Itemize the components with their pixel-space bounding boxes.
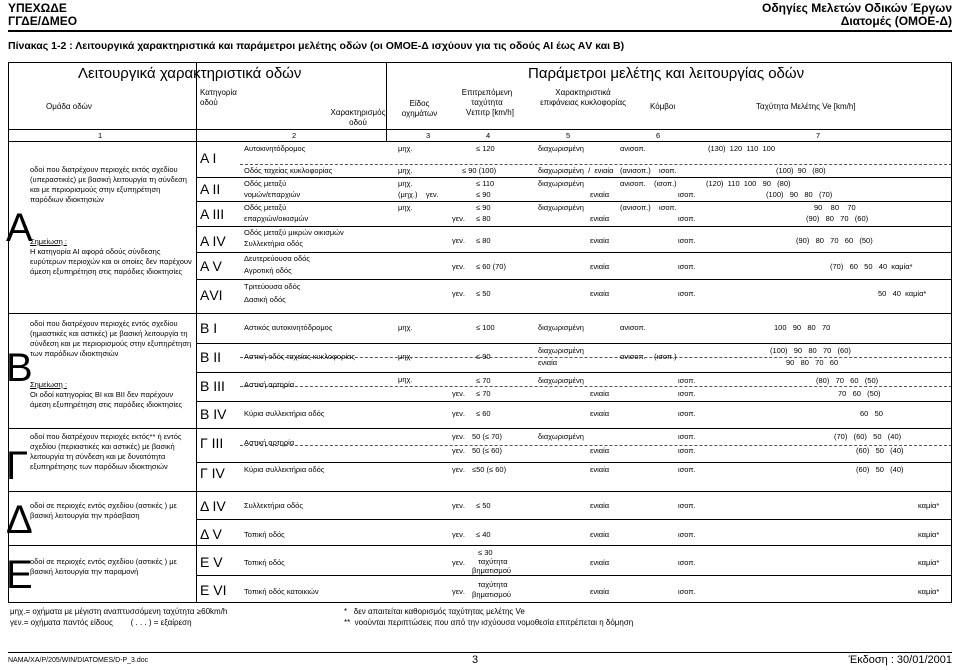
row-b2-nodes: ανισοπ. (ισοπ.)	[620, 352, 677, 361]
doc-title-line2: Διατομές (ΟΜΟΕ-Δ)	[840, 14, 952, 28]
row-b2-surf1: διαχωρισμένη	[538, 346, 584, 355]
row-b1-nodes: ανισοπ.	[620, 323, 646, 332]
section-title-parameters: Παράμετροι μελέτης και λειτουργίας οδών	[528, 65, 805, 82]
row-g2-char: Κύρια συλλεκτήρια οδός	[244, 465, 325, 474]
row-a2-veh: μηχ.	[398, 179, 413, 188]
row-e1-veh: γεν.	[452, 558, 465, 567]
group-b-desc: οδοί που διατρέχουν περιοχές εντός σχεδίου (ημιαστικές και αστικές) με βασική λειτουργία τη σύνδεση και με περιορισμούς στην εξυπηρέτηση των παρόδιων ιδιοκτησιών	[30, 319, 192, 358]
row-g1-char: Αστική αρτηρία	[244, 438, 295, 447]
col-num-2: 2	[292, 131, 297, 140]
col-group: Ομάδα οδών	[46, 102, 92, 111]
row-a5-surf: ενιαία	[590, 262, 610, 271]
row-g1-nodes2: ισοπ.	[678, 446, 696, 455]
row-a6-nodes: ισοπ.	[678, 289, 696, 298]
group-b-note: Οι οδοί κατηγορίας ΒΙ και ΒΙΙ δεν παρέχουν άμεση εξυπηρέτηση στις παρόδιες ιδιοκτησίες	[30, 390, 183, 409]
row-g1-veh2: γεν.	[452, 446, 465, 455]
section-title-functional: Λειτουργικά χαρακτηριστικά οδών	[78, 65, 302, 82]
row-a2b-speed: ≤ 90	[476, 190, 491, 199]
row-e2-veh: γεν.	[452, 587, 465, 596]
row-a1b-ve: (100) 90 (80)	[776, 166, 826, 175]
row-d1-char: Συλλεκτήρια οδός	[244, 501, 303, 510]
row-a2-surf: διαχωρισμένη	[538, 179, 584, 188]
doc-title-line1: Οδηγίες Μελετών Οδικών Έργων	[762, 1, 952, 15]
row-b1-veh: μηχ.	[398, 323, 413, 332]
row-a3b-nodes: ισοπ.	[678, 214, 696, 223]
row-d1-surf: ενιαία	[590, 501, 610, 510]
row-b3-ve1: (80) 70 60 (50)	[816, 376, 879, 385]
category-g-iv: Γ ΙV	[200, 465, 225, 481]
table-caption: Πίνακας 1-2 : Λειτουργικά χαρακτηριστικά και παράμετροι μελέτης οδών (οι ΟΜΟΕ-Δ ισχύουν για τις οδούς ΑΙ έως ΑV και Β)	[8, 40, 625, 52]
row-a6-ve: 50 40 καμία*	[878, 289, 927, 298]
row-b3-veh1: μηχ.	[398, 375, 413, 384]
row-b3-nodes1: ισοπ.	[678, 376, 696, 385]
footer-path: NAMA/XA/P/205/WIN/DIATOMES/D-P_3.doc	[8, 657, 149, 664]
row-a4-veh: γεν.	[452, 236, 465, 245]
row-b4-speed: ≤ 60	[476, 409, 491, 418]
row-a3b-veh: γεν.	[452, 214, 465, 223]
row-a3-ve: 90 80 70	[814, 203, 856, 212]
row-b3-char: Αστική αρτηρία	[244, 380, 295, 389]
row-d2-veh: γεν.	[452, 530, 465, 539]
category-b-ii: Β ΙΙ	[200, 349, 222, 365]
row-g1-surf2: ενιαία	[590, 446, 610, 455]
col-num-3: 3	[426, 131, 431, 140]
row-d2-ve: καμία*	[918, 530, 940, 539]
col-num-4: 4	[486, 131, 491, 140]
row-e1-surf: ενιαία	[590, 558, 610, 567]
row-a5-ve: (70) 60 50 40 καμία*	[830, 262, 913, 271]
row-b2-surf2: ενιαία	[538, 358, 558, 367]
category-a-ii: Α ΙΙ	[200, 181, 221, 197]
row-a4-nodes: ισοπ.	[678, 236, 696, 245]
row-b1-speed: ≤ 100	[476, 323, 495, 332]
row-a2b-surf: ενιαία	[590, 190, 610, 199]
row-e1-nodes: ισοπ.	[678, 558, 696, 567]
category-e-vi: Ε VΙ	[200, 582, 227, 598]
category-e-v: Ε V	[200, 554, 223, 570]
row-g1-veh1: γεν.	[452, 432, 465, 441]
category-a-vi: ΑVΙ	[200, 287, 223, 303]
row-a2b-ve: (100) 90 80 (70)	[766, 190, 833, 199]
row-d1-veh: γεν.	[452, 501, 465, 510]
col-num-1: 1	[98, 131, 103, 140]
row-e1-speed2: ταχύτητα	[478, 557, 508, 566]
category-g-iii: Γ ΙΙΙ	[200, 435, 224, 451]
row-a5-char: Αγροτική οδός	[244, 266, 292, 275]
category-b-i: Β Ι	[200, 320, 218, 336]
row-b2-char: Αστική οδός ταχείας κυκλοφορίας	[244, 352, 355, 361]
row-a4a-char: Οδός μεταξύ μικρών οικισμών	[244, 228, 344, 237]
row-a1-surf: διαχωρισμένη	[538, 144, 584, 153]
row-d1-speed: ≤ 50	[476, 501, 491, 510]
row-a6-veh: γεν.	[452, 289, 465, 298]
row-a2b-nodes: ισοπ.	[678, 190, 696, 199]
row-a2b-char: νομών/επαρχιών	[244, 190, 301, 199]
row-b1-ve: 100 90 80 70	[774, 323, 831, 332]
org-line1: ΥΠΕΧΩΔΕ	[8, 1, 67, 15]
row-b3-nodes2: ισοπ.	[678, 389, 696, 398]
footer-rule	[8, 652, 952, 653]
row-e1-speed1: ≤ 30	[478, 548, 493, 557]
group-d-letter: Δ	[6, 498, 33, 542]
row-d2-speed: ≤ 40	[476, 530, 491, 539]
header-rule	[8, 30, 952, 32]
col-characterization: Χαρακτηρισμός οδού	[330, 108, 386, 127]
row-b4-veh: γεν.	[452, 409, 465, 418]
row-b3-speed1: ≤ 70	[476, 376, 491, 385]
row-a5a-char: Δευτερεύουσα οδός	[244, 254, 310, 263]
legend-asterisk: * δεν απαιτείται καθορισμός ταχύτητας μελέτης Ve	[344, 607, 525, 616]
row-b2-ve2: 90 80 70 60	[786, 358, 839, 367]
row-b3-veh2: γεν.	[452, 389, 465, 398]
col-num-6: 6	[656, 131, 661, 140]
group-e-desc: οδοί σε περιοχές εντός σχεδίου (αστικές ) με βασική λειτουργία την παραμονή	[30, 557, 177, 576]
row-a1-ve: (130) 120 110 100	[708, 144, 775, 153]
row-e1-char: Τοπική οδός	[244, 558, 285, 567]
row-b1-char: Αστικός αυτοκινητόδρομος	[244, 323, 333, 332]
row-a4-ve: (90) 80 70 60 (50)	[796, 236, 873, 245]
category-b-iii: Β ΙΙΙ	[200, 378, 225, 394]
row-g1-ve1: (70) (60) 50 (40)	[834, 432, 902, 441]
category-a-i: Α Ι	[200, 150, 217, 166]
row-e2-nodes: ισοπ.	[678, 587, 696, 596]
row-a1b-speed: ≤ 90 (100)	[462, 166, 497, 175]
row-b2-speed: ≤ 90	[476, 352, 491, 361]
row-a3b-speed: ≤ 80	[476, 214, 491, 223]
group-g-desc: οδοί που διατρέχουν περιοχές εκτός** ή εντός σχεδίου (περιαστικές και αστικές) με βασική λειτουργία τη σύνδεση και με δυνατότητα εξυπηρέτησης των παρόδιων ιδιοκτησιών	[30, 432, 182, 471]
row-a3b-ve: (90) 80 70 (60)	[806, 214, 869, 223]
row-b4-surf: ενιαία	[590, 409, 610, 418]
category-b-iv: Β ΙV	[200, 406, 227, 422]
group-b-letter: Β	[6, 346, 33, 390]
row-a1b-surf: διαχωρισμένη / ενιαία	[538, 166, 614, 175]
footer-page-number: 3	[472, 654, 479, 666]
row-b4-nodes: ισοπ.	[678, 409, 696, 418]
row-d2-nodes: ισοπ.	[678, 530, 696, 539]
col-num-7: 7	[816, 131, 821, 140]
row-e1-ve: καμία*	[918, 558, 940, 567]
row-d1-ve: καμία*	[918, 501, 940, 510]
row-a3b-surf: ενιαία	[590, 214, 610, 223]
row-a1-speed: ≤ 120	[476, 144, 495, 153]
group-e-letter: Ε	[6, 553, 33, 597]
row-a4-speed: ≤ 80	[476, 236, 491, 245]
row-a3-char: Οδός μεταξύ	[244, 203, 287, 212]
category-a-iii: Α ΙΙΙ	[200, 206, 225, 222]
row-e2-speed2: βηματισμού	[472, 590, 511, 599]
row-d2-surf: ενιαία	[590, 530, 610, 539]
row-a6-char: Δασική οδός	[244, 295, 286, 304]
footer-edition: Έκδοση : 30/01/2001	[848, 654, 952, 666]
row-a2b-veh: (μηχ.) γεν.	[398, 190, 439, 199]
col-speed-limit: Επιτρεπόμενη ταχύτητα	[461, 88, 513, 107]
category-d-v: Δ V	[200, 526, 222, 542]
row-a1-veh: μηχ.	[398, 144, 413, 153]
legend-general: γεν.= οχήματα παντός είδους ( . . . ) = εξαίρεση	[10, 618, 192, 627]
row-b3-surf1: διαχωρισμένη	[538, 376, 584, 385]
row-d2-char: Τοπική οδός	[244, 530, 285, 539]
row-g2-speed: ≤50 (≤ 60)	[472, 465, 507, 474]
category-d-iv: Δ ΙV	[200, 498, 226, 514]
row-a3-speed: ≤ 90	[476, 203, 491, 212]
row-b4-ve: 60 50	[860, 409, 883, 418]
row-b2-veh: μηχ.	[398, 352, 413, 361]
row-g1-ve2: (60) 50 (40)	[856, 446, 904, 455]
col-vehicle-type: Είδος οχημάτων	[401, 99, 438, 118]
group-g-letter: Γ	[6, 444, 29, 488]
row-a2-char: Οδός μεταξύ	[244, 179, 287, 188]
row-e1-speed3: βηματισμού	[472, 566, 511, 575]
row-e2-ve: καμία*	[918, 587, 940, 596]
row-a1b-nodes: (ανισοπ.) ισοπ.	[620, 166, 677, 175]
row-a6a-char: Τριτεύουσα οδός	[244, 282, 301, 291]
group-d-desc: οδοί σε περιοχές εντός σχεδίου (αστικές ) με βασική λειτουργία την πρόσβαση	[30, 501, 177, 520]
row-b1-surf: διαχωρισμένη	[538, 323, 584, 332]
org-line2: ΓΓΔΕ/ΔΜΕΟ	[8, 14, 78, 28]
col-nodes: Κόμβοι	[650, 102, 676, 111]
row-e2-surf: ενιαία	[590, 587, 610, 596]
row-a3-veh: μηχ.	[398, 203, 413, 212]
row-g1-surf1: διαχωρισμένη	[538, 432, 584, 441]
row-b2-ve1: (100) 90 80 70 (60)	[770, 346, 851, 355]
row-a6-surf: ενιαία	[590, 289, 610, 298]
row-a1b-veh: μηχ.	[398, 166, 413, 175]
row-g2-ve: (60) 50 (40)	[856, 465, 904, 474]
row-a4-surf: ενιαία	[590, 236, 610, 245]
col-design-speed: Ταχύτητα Μελέτης Ve [km/h]	[756, 102, 856, 111]
row-b3-speed2: ≤ 70	[476, 389, 491, 398]
category-a-iv: Α ΙV	[200, 233, 226, 249]
row-a5-speed: ≤ 60 (70)	[476, 262, 506, 271]
group-a-note: Η κατηγορία ΑΙ αφορά οδούς σύνδεσης ευρύτερων περιοχών και οι οποίες δεν παρέχουν άμεση εξυπηρέτηση στις παρόδιες ιδιοκτησίες	[30, 247, 192, 276]
row-b3-surf2: ενιαία	[590, 389, 610, 398]
category-a-v: Α V	[200, 258, 222, 274]
group-a-letter: Α	[6, 206, 33, 250]
group-a-desc: οδοί που διατρέχουν περιοχές εκτός σχεδίου (υπεραστικές) με βασική λειτουργία τη σύνδεση και με περιορισμούς στην εξυπηρέτηση παρόδιων ιδιοκτησιών	[30, 165, 187, 204]
col-category: Κατηγορία οδού	[200, 88, 237, 107]
col-num-5: 5	[566, 131, 571, 140]
group-b-note-title: Σημείωση :	[30, 380, 67, 389]
row-g2-nodes: ισοπ.	[678, 465, 696, 474]
row-g2-veh: γεν.	[452, 465, 465, 474]
row-g2-surf: ενιαία	[590, 465, 610, 474]
row-a6-speed: ≤ 50	[476, 289, 491, 298]
legend-mech: μηχ.= οχήματα με μέγιστη αναπτυσσόμενη ταχύτητα ≥60km/h	[10, 607, 228, 616]
row-a2-ve: (120) 110 100 90 (80)	[706, 179, 791, 188]
col-speed-limit-symbol: Vεπιτρ [km/h]	[466, 108, 514, 117]
row-a4-char: Συλλεκτήρια οδός	[244, 239, 303, 248]
row-a1b-char: Οδός ταχείας κυκλοφορίας	[244, 166, 333, 175]
col-surface: Χαρακτηριστικά επιφάνειας κυκλοφορίας	[540, 88, 626, 107]
row-a2-nodes: ανισοπ. (ισοπ.)	[620, 179, 677, 188]
row-a1-nodes: ανισοπ.	[620, 144, 646, 153]
row-b4-char: Κύρια συλλεκτήρια οδός	[244, 409, 325, 418]
row-g1-speed1: 50 (≤ 70)	[472, 432, 502, 441]
row-e2-char: Τοπική οδός κατοικιών	[244, 587, 319, 596]
row-a5-nodes: ισοπ.	[678, 262, 696, 271]
row-e2-speed1: ταχύτητα	[478, 580, 508, 589]
row-a5-veh: γεν.	[452, 262, 465, 271]
row-a1-char: Αυτοκινητόδρομος	[244, 144, 306, 153]
row-a3b-char: επαρχιών/οικισμών	[244, 214, 309, 223]
row-g1-speed2: 50 (≤ 60)	[472, 446, 502, 455]
group-a-note-title: Σημείωση :	[30, 237, 67, 246]
row-d1-nodes: ισοπ.	[678, 501, 696, 510]
row-a2-speed: ≤ 110	[476, 179, 495, 188]
row-a3-surf: διαχωρισμένη	[538, 203, 584, 212]
row-b3-ve2: 70 60 (50)	[838, 389, 881, 398]
legend-double-asterisk: ** νοούνται περιπτώσεις που από την ισχύουσα νομοθεσία επιτρέπεται η δόμηση	[344, 618, 634, 627]
row-a3-nodes: (ανισοπ.) ισοπ.	[620, 203, 677, 212]
row-g1-nodes1: ισοπ.	[678, 432, 696, 441]
